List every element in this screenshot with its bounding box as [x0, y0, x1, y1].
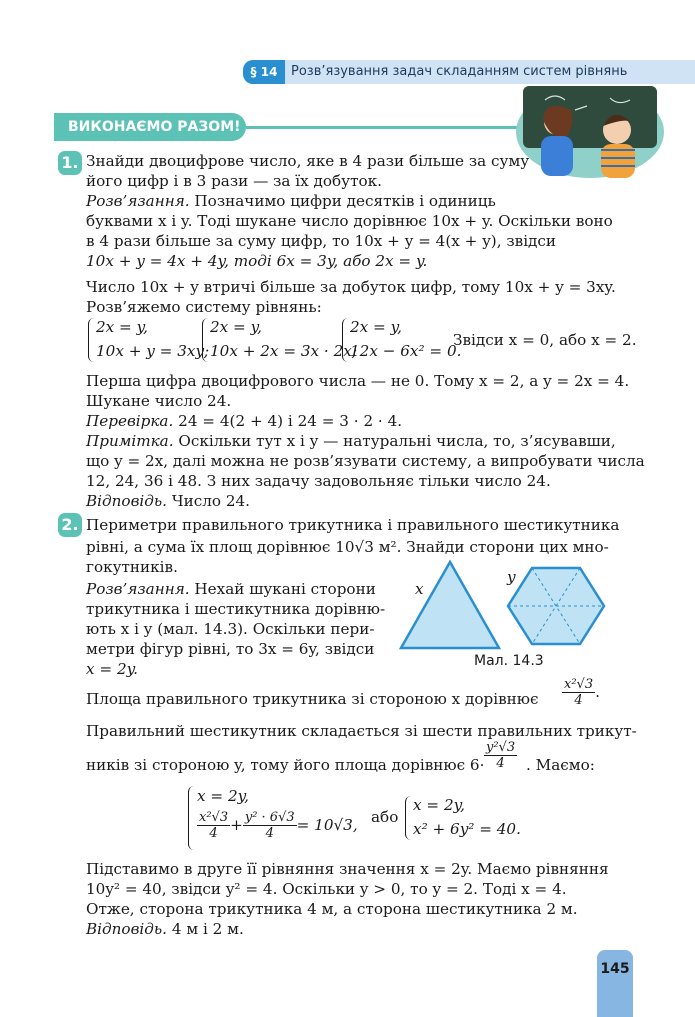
system-eq: x = 2y, — [197, 787, 249, 805]
numerator: y²√3 — [486, 740, 516, 755]
answer-label: Відповідь. — [86, 920, 167, 938]
system-eq: x² + 6y² = 40. — [413, 820, 521, 838]
equation-result: = 10√3, — [296, 816, 358, 834]
p1-line: що y = 2x, далі можна не розв’язувати систему, а випробувати числа — [86, 452, 645, 470]
page-number: 145 — [597, 950, 633, 1017]
p1-line: Число 10x + y втричі більше за добуток цифр, тому 10x + y = 3xy. — [86, 278, 616, 296]
p2-line: метри фігур рівні, то 3x = 6y, звідси — [86, 640, 375, 658]
p2-line: рівні, а сума їх площ дорівнює 10√3 м². Знайди сторони цих мно- — [86, 538, 609, 556]
p2-line — [86, 580, 376, 600]
p2-line: Правильний шестикутник складається зі шести правильних трикут- — [86, 722, 637, 740]
p1-line: буквами x і y. Тоді шукане число дорівнює 10x + y. Оскільки воно — [86, 212, 613, 230]
system-eq: 2x = y, — [210, 318, 262, 336]
p1-line: Перша цифра двоцифрового числа — не 0. Тому x = 2, а y = 2x = 4. — [86, 372, 630, 390]
p2-line: гокутників. — [86, 558, 178, 576]
p2-text: . Маємо: — [526, 756, 595, 774]
p1-text: Оскільки тут x і y — натуральні числа, то, з’ясувавши, — [173, 432, 616, 450]
numerator: x²√3 — [199, 810, 229, 825]
p2-line: Периметри правильного трикутника і правильного шестикутника — [86, 516, 620, 534]
system-brace — [405, 796, 412, 840]
p1-line — [86, 492, 250, 512]
banner-heading: ВИКОНАЄМО РАЗОМ! — [54, 113, 246, 141]
fraction — [484, 740, 517, 771]
system-eq: 2x = y, — [350, 318, 402, 336]
students-photo — [515, 80, 665, 180]
system-eq: 12x − 6x² = 0. — [350, 342, 462, 360]
fraction: $\frac{\text{x²√3}}{4}$ . — [564, 677, 600, 708]
p1-text: Число 24. — [167, 492, 250, 510]
or-word: або — [371, 808, 399, 826]
fraction — [562, 677, 595, 708]
p1-line — [86, 412, 402, 432]
note-label: Примітка. — [86, 432, 174, 450]
hexagon-side-label: y — [507, 568, 516, 586]
fraction — [197, 810, 230, 841]
p1-line — [86, 192, 496, 212]
p1-line — [86, 432, 616, 452]
system-brace — [88, 318, 95, 362]
figure-caption: Мал. 14.3 — [474, 653, 544, 669]
fraction — [243, 810, 297, 841]
p2-line: x = 2y. — [86, 660, 138, 678]
solution-label: Розв’язання. — [86, 192, 190, 210]
p2-line — [86, 920, 244, 940]
problem-number: 2. — [58, 513, 82, 537]
p1-text: 24 = 4(2 + 4) і 24 = 3 · 2 · 4. — [173, 412, 403, 430]
check-label: Перевірка. — [86, 412, 174, 430]
p2-line: трикутника і шестикутника дорівню- — [86, 600, 386, 618]
p2-line: Площа правильного трикутника зі стороною x дорівнює — [86, 690, 539, 708]
p2-line: ють x і y (мал. 14.3). Оскільки пери- — [86, 620, 375, 638]
p2-text: Нехай шукані сторони — [189, 580, 376, 598]
banner-rule — [246, 126, 542, 129]
denominator: 4 — [496, 756, 505, 771]
system-brace — [188, 786, 195, 850]
answer-label: Відповідь. — [86, 492, 167, 510]
p1-line: 10x + y = 4x + 4y, тоді 6x = 3y, або 2x = y. — [86, 252, 428, 270]
system-eq: 10x + 2x = 3x · 2x; — [210, 342, 357, 360]
figure-14-3 — [395, 558, 615, 654]
system-eq: x = 2y, — [413, 796, 465, 814]
system-eq: 10x + y = 3xy; — [96, 342, 210, 360]
triangle-shape — [401, 562, 499, 648]
numerator: x²√3 — [564, 677, 594, 692]
system-eq: 2x = y, — [96, 318, 148, 336]
p1-line: Розв’яжемо систему рівнянь: — [86, 298, 322, 316]
plus-sign: + — [230, 816, 243, 834]
p2-line: 10y² = 40, звідси y² = 4. Оскільки y > 0, то y = 2. Тоді x = 4. — [86, 880, 567, 898]
p1-line: його цифр і в 3 рази — за їх добуток. — [86, 172, 382, 190]
p1-line: в 4 рази більше за суму цифр, то 10x + y = 4(x + y), звідси — [86, 232, 557, 250]
p1-line: 12, 24, 36 і 48. З них задачу задовольняє тільки число 24. — [86, 472, 551, 490]
p2-text: 4 м і 2 м. — [167, 920, 244, 938]
section-number: § 14 — [243, 60, 285, 84]
denominator: 4 — [265, 826, 274, 841]
p1-line: Знайди двоцифрове число, яке в 4 рази більше за суму — [86, 152, 530, 170]
denominator: 4 — [209, 826, 218, 841]
section-title: Розв’язування задач складанням систем рівнянь — [291, 64, 628, 79]
denominator: 4 — [574, 693, 583, 708]
p1-text: Позначимо цифри десятків і одиниць — [189, 192, 496, 210]
system-eq — [197, 810, 358, 841]
system-result: Звідси x = 0, або x = 2. — [453, 331, 637, 349]
p2-line: ників зі стороною y, тому його площа дорівнює 6· — [86, 756, 485, 774]
system-brace — [202, 318, 209, 362]
system-brace — [342, 318, 349, 362]
triangle-side-label: x — [415, 580, 424, 598]
fraction — [484, 740, 517, 771]
p2-line: Підставимо в друге її рівняння значення x = 2y. Маємо рівняння — [86, 860, 609, 878]
problem-number: 1. — [58, 151, 82, 175]
numerator: y² · 6√3 — [244, 810, 295, 825]
solution-label: Розв’язання. — [86, 580, 190, 598]
p1-line: Шукане число 24. — [86, 392, 232, 410]
p2-line: Отже, сторона трикутника 4 м, а сторона шестикутника 2 м. — [86, 900, 578, 918]
